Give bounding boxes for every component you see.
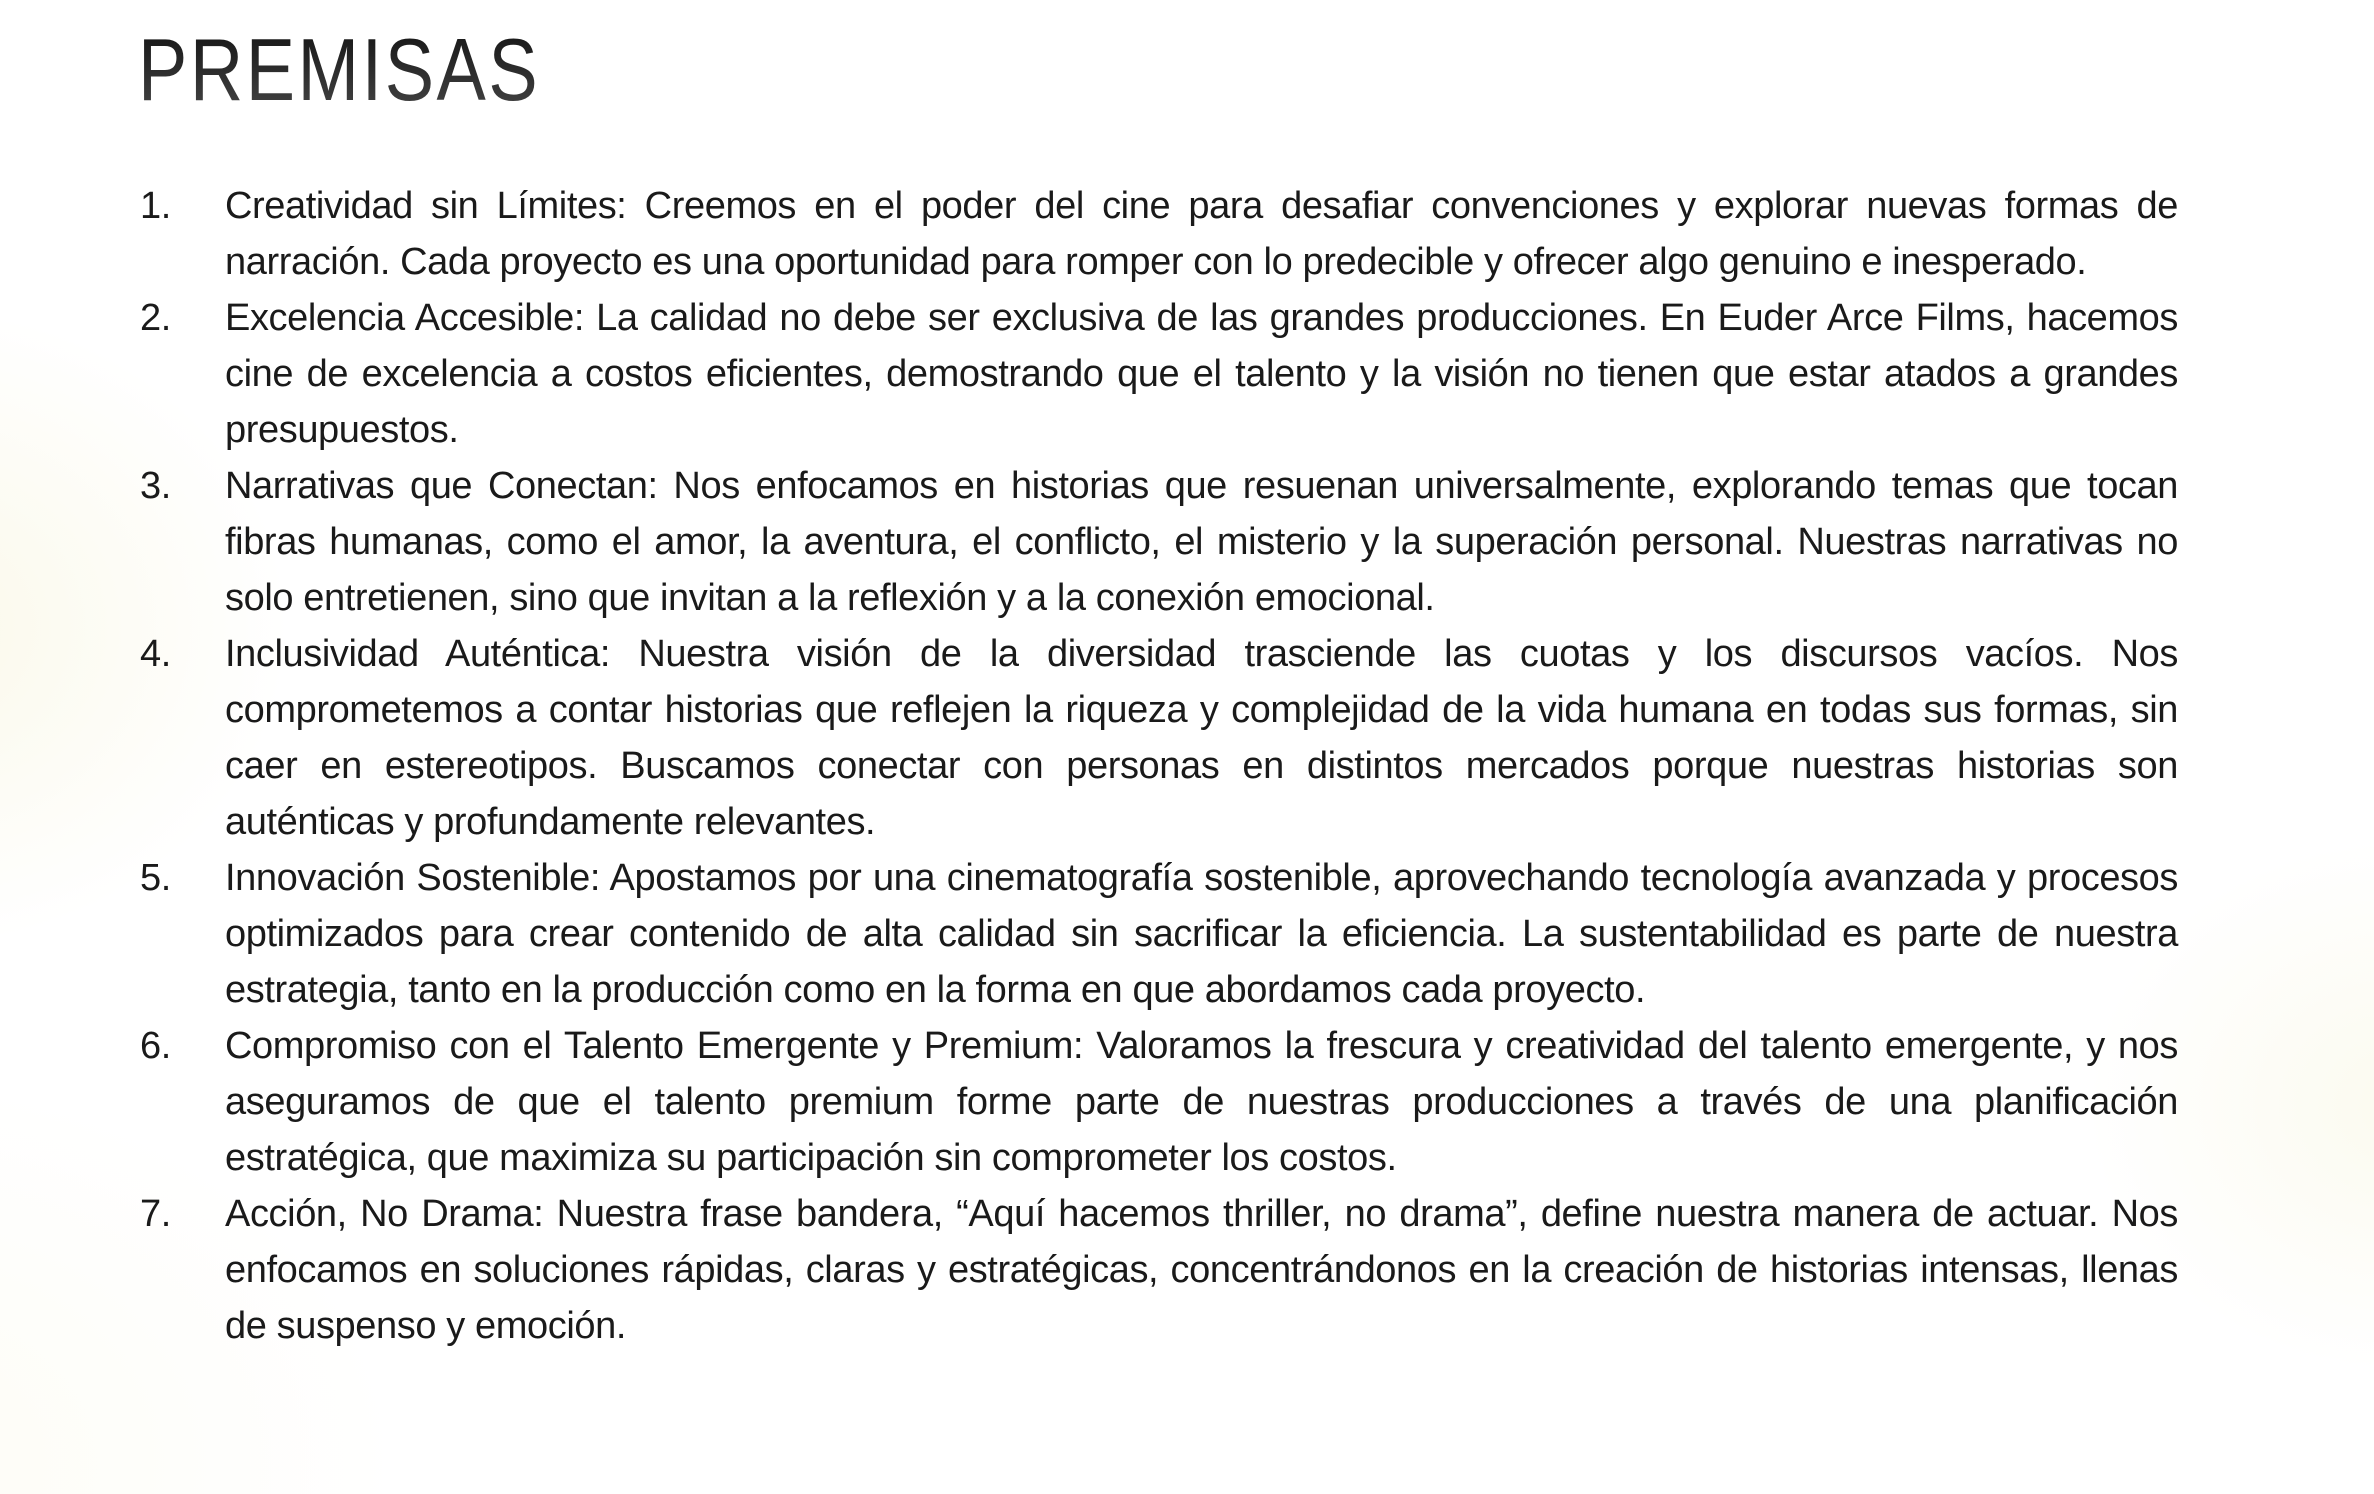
list-item-text: Narrativas que Conectan: Nos enfocamos en historias que resuenan universalmente, explorando temas que tocan fibras humanas, como el amor, la aventura, el conflicto, el misterio y la superación personal. Nuestras narrativas no solo entretienen, sino que invitan a la reflexión y a la conexión emocional. — [225, 465, 2178, 619]
list-item — [140, 1186, 2178, 1354]
list-item-number: 3. — [140, 465, 171, 507]
list-item — [140, 1018, 2178, 1186]
list-item — [140, 458, 2178, 626]
list-item — [140, 290, 2178, 458]
list-item-number: 1. — [140, 185, 171, 227]
list-item — [140, 850, 2178, 1018]
premises-list — [140, 178, 2178, 1354]
list-item-text: Acción, No Drama: Nuestra frase bandera, “Aquí hacemos thriller, no drama”, define nuestra manera de actuar. Nos enfocamos en soluciones rápidas, claras y estratégicas, concentrándonos en la creación de historias intensas, llenas de suspenso y emoción. — [225, 1193, 2178, 1347]
list-item-number: 7. — [140, 1193, 171, 1235]
list-item-number: 5. — [140, 857, 171, 899]
page-title: PREMISAS — [138, 20, 541, 119]
list-item-number: 6. — [140, 1025, 171, 1067]
list-item-text: Creatividad sin Límites: Creemos en el poder del cine para desafiar convenciones y explorar nuevas formas de narración. Cada proyecto es una oportunidad para romper con lo predecible y ofrecer algo genuino e inesperado. — [225, 185, 2178, 283]
list-item — [140, 626, 2178, 850]
list-item-number: 2. — [140, 297, 171, 339]
list-item-text: Compromiso con el Talento Emergente y Premium: Valoramos la frescura y creatividad del talento emergente, y nos aseguramos de que el talento premium forme parte de nuestras producciones a través de una planificación estratégica, que maximiza su participación sin comprometer los costos. — [225, 1025, 2178, 1179]
list-item-number: 4. — [140, 633, 171, 675]
list-item-text: Excelencia Accesible: La calidad no debe ser exclusiva de las grandes producciones. En Euder Arce Films, hacemos cine de excelencia a costos eficientes, demostrando que el talento y la visión no tienen que estar atados a grandes presupuestos. — [225, 297, 2178, 451]
list-item-text: Inclusividad Auténtica: Nuestra visión de la diversidad trasciende las cuotas y los discursos vacíos. Nos comprometemos a contar historias que reflejen la riqueza y complejidad de la vida humana en todas sus formas, sin caer en estereotipos. Buscamos conectar con personas en distintos mercados porque nuestras historias son auténticas y profundamente relevantes. — [225, 633, 2178, 843]
list-item-text: Innovación Sostenible: Apostamos por una cinematografía sostenible, aprovechando tecnología avanzada y procesos optimizados para crear contenido de alta calidad sin sacrificar la eficiencia. La sustentabilidad es parte de nuestra estrategia, tanto en la producción como en la forma en que abordamos cada proyecto. — [225, 857, 2178, 1011]
list-item — [140, 178, 2178, 290]
